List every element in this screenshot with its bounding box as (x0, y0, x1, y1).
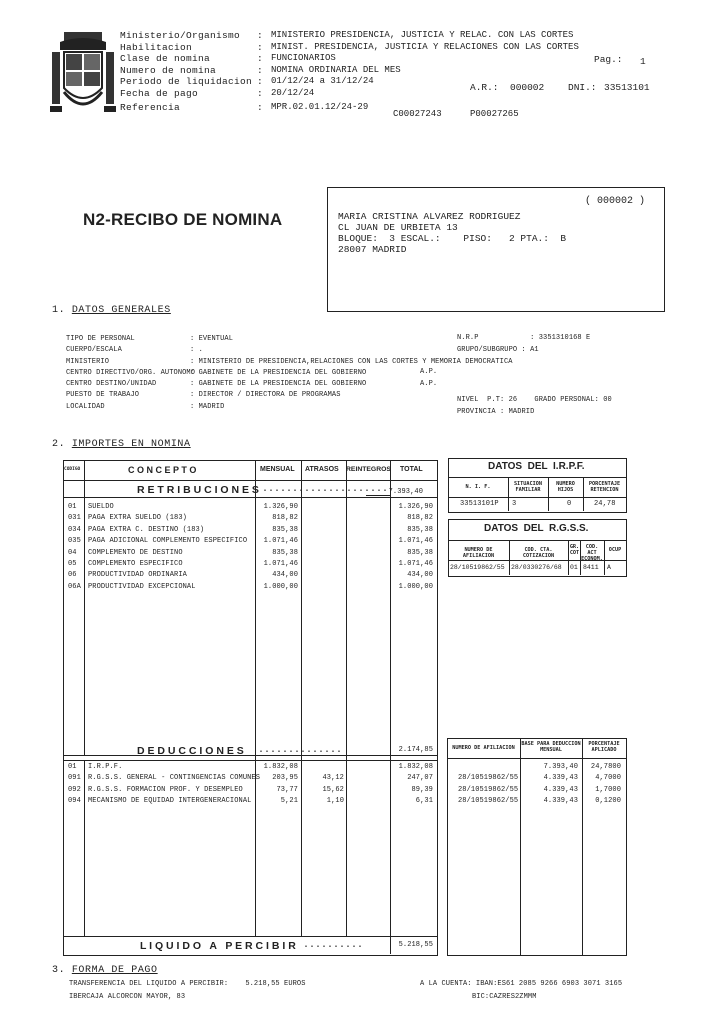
section-3-title: FORMA DE PAGO (71, 965, 158, 976)
retrib-code: 034 (68, 525, 81, 534)
deduc-conceptos (88, 762, 260, 808)
irpf-h-pct: PORCENTAJE RETENCION (588, 481, 621, 493)
header-label: Habilitacion (120, 41, 193, 53)
general-value: : MINISTERIO DE PRESIDENCIA,RELACIONES CON LAS CORTES Y MEMORIA DEMOCRATICA (190, 357, 513, 366)
deduc-code: 091 (68, 774, 81, 783)
detail-pct: 4,7000 (595, 774, 621, 783)
irpf-sit: 3 (512, 500, 517, 508)
detail-afil-col (458, 762, 518, 808)
retrib-concepto: COMPLEMENTO ESPECIFICO (88, 560, 183, 569)
liquido-title: L I Q U I D O A P E R C I B I R (140, 940, 296, 952)
deduc-code: 094 (68, 797, 81, 806)
reference-3: P00027265 (470, 109, 519, 119)
deduc-mensual-value: 203,95 (272, 774, 298, 783)
detail-afil: 28/10519862/55 (458, 797, 519, 806)
irpf-h-sit: SITUACION FAMILIAR (513, 481, 543, 493)
deduc-total-value: 247,07 (407, 774, 433, 783)
address-code: ( 000002 ) (585, 196, 646, 207)
header-label: Fecha de pago (120, 87, 199, 99)
general-label: PUESTO DE TRABAJO (66, 391, 140, 400)
rgss-h-ocup: OCUP (608, 547, 622, 553)
retrib-code: 06 (68, 571, 77, 580)
detail-base: 7.393,40 (543, 763, 578, 771)
retrib-conceptos (88, 502, 247, 593)
rgss-gr: 01 (570, 564, 578, 571)
retribuciones-total: 7.393,40 (388, 488, 423, 496)
retrib-mensual-value: 1.071,46 (263, 560, 298, 569)
header-value: FUNCIONARIOS (271, 53, 336, 64)
section-2-number: 2. (52, 439, 66, 450)
col-atrasos: ATRASOS (305, 466, 339, 473)
col-mensual: MENSUAL (260, 466, 295, 473)
rgss-h-act: COD. ACT ECONOM. (581, 544, 603, 562)
deduc-mensual-value: 5,21 (280, 797, 298, 806)
section-1-heading (52, 305, 171, 316)
irpf-h-nif: N. I. F. (465, 484, 491, 490)
payment-account: A LA CUENTA: IBAN:ES61 2085 9266 6903 3071 3165 (420, 980, 623, 988)
general-label: LOCALIDAD (66, 402, 105, 411)
retrib-code: 05 (68, 560, 77, 569)
retrib-code: 01 (68, 503, 77, 511)
irpf-nif: 33513101P (460, 500, 499, 508)
retrib-codes (68, 502, 81, 593)
deducciones-total: 2.174,85 (398, 746, 433, 754)
general-value: : EVENTUAL (190, 335, 234, 343)
retrib-mensual-value: 1.071,46 (263, 537, 298, 546)
col-codigo: CODIGO (64, 467, 81, 472)
header-value: 20/12/24 (271, 87, 315, 98)
deduc-atrasos-value: 15,62 (322, 785, 344, 794)
retrib-mensual (256, 502, 298, 593)
detail-afil: 28/10519862/55 (458, 774, 519, 783)
header-labels (120, 30, 252, 113)
detail-afil: 28/10519862/55 (458, 785, 519, 794)
rgss-act: 8411 (583, 564, 599, 571)
document-title: N2-RECIBO DE NOMINA (83, 210, 283, 229)
deduc-atrasos-value: 43,12 (322, 774, 344, 783)
general-value: : GABINETE DE LA PRESIDENCIA DEL GOBIERNO (190, 380, 367, 389)
deduc-mensual (256, 762, 298, 808)
deduc-total-value: 89,39 (411, 785, 433, 794)
detail-base: 4.339,43 (543, 774, 578, 783)
ap-2: A.P. (420, 380, 438, 388)
detail-pct-col (583, 762, 621, 808)
address-line: 28007 MADRID (338, 244, 407, 255)
ar-value: 000002 (510, 82, 545, 93)
general-label: TIPO DE PERSONAL (66, 335, 135, 343)
detail-pct: 24,7800 (590, 763, 621, 771)
detail-h-base: BASE PARA DEDUCCION MENSUAL (521, 741, 581, 753)
header-label: Ministerio/Organismo (120, 30, 241, 41)
retrib-concepto: PRODUCTIVIDAD EXCEPCIONAL (88, 582, 196, 591)
header-colons: : : : : : : : (257, 30, 264, 113)
rgss-h-afil: NUMERO DE AFILIACION (462, 547, 495, 559)
dni-value: 33513101 (604, 82, 650, 93)
general-value: : . (190, 346, 203, 355)
deduc-total-value: 1.832,08 (398, 763, 433, 771)
retrib-mensual-value: 835,38 (272, 525, 298, 534)
ap-1: A.P. (420, 368, 438, 376)
deduc-total-value: 6,31 (415, 797, 433, 806)
retrib-mensual-value: 1.326,90 (263, 503, 298, 511)
deduc-concepto: R.G.S.S. GENERAL - CONTINGENCIAS COMUNES (88, 774, 261, 783)
col-concepto: C O N C E P T O (128, 465, 197, 475)
retrib-concepto: SUELDO (88, 503, 114, 511)
detail-h-pct: PORCENTAJE APLICADO (588, 741, 620, 753)
deducciones-title: D E D U C C I O N E S (137, 745, 244, 757)
section-2-title: IMPORTES EN NOMINA (71, 439, 191, 450)
irpf-pct: 24,78 (594, 500, 616, 508)
deducciones-dots: .............. (258, 745, 343, 756)
general-label: CENTRO DESTINO/UNIDAD (66, 380, 157, 389)
rgss-h-gr: GR. COT (569, 544, 580, 556)
retrib-total-value: 1.071,46 (398, 537, 433, 546)
irpf-h-hijos: NUMERO HIJOS (556, 481, 575, 493)
col-reintegros: REINTEGROS (346, 466, 391, 473)
retrib-mensual-value: 835,38 (272, 548, 298, 557)
general-label: CUERPO/ESCALA (66, 346, 122, 355)
deduc-mensual-value: 73,77 (276, 785, 298, 794)
deduc-concepto: R.G.S.S. FORMACION PROF. Y DESEMPLEO (88, 785, 243, 794)
detail-base: 4.339,43 (543, 797, 578, 806)
header-values (271, 30, 579, 113)
retrib-code: 031 (68, 514, 81, 523)
liquido-total: 5.218,55 (398, 941, 433, 949)
deduc-concepto: MECANISMO DE EQUIDAD INTERGENERACIONAL (88, 797, 252, 806)
rgss-ocup: A (607, 564, 611, 571)
payment-line-1: TRANSFERENCIA DEL LIQUIDO A PERCIBIR: 5.218,55 EUROS (69, 980, 306, 988)
detail-base-col (521, 762, 578, 808)
deduc-mensual-value: 1.832,08 (263, 763, 298, 771)
retribuciones-dots: ..................... (262, 484, 389, 495)
detail-pct: 0,1200 (595, 797, 621, 806)
deduc-code: 092 (68, 785, 81, 794)
header-value: NOMINA ORDINARIA DEL MES (271, 64, 401, 75)
ar-label: A.R.: (470, 82, 499, 93)
payment-line-2: IBERCAJA ALCORCON MAYOR, 83 (69, 993, 186, 1001)
general-label: MINISTERIO (66, 357, 110, 366)
retrib-concepto: PRODUCTIVIDAD ORDINARIA (88, 571, 187, 580)
detail-base: 4.339,43 (543, 785, 578, 794)
coat-of-arms-icon (50, 30, 116, 120)
general-value: : DIRECTOR / DIRECTORA DE PROGRAMAS (190, 391, 341, 400)
general-labels (66, 334, 195, 413)
retrib-total-value: 434,00 (407, 571, 433, 580)
retrib-code: 04 (68, 548, 77, 557)
rgss-h-cta: COD. CTA. COTIZACION (522, 547, 555, 559)
general-label: CENTRO DIRECTIVO/ORG. AUTONOMO (66, 368, 196, 377)
rgss-cta: 28/0330276/68 (511, 564, 562, 571)
header-value: 01/12/24 a 31/12/24 (271, 76, 374, 87)
address-lines (338, 211, 566, 255)
liquido-dots: .......... (303, 940, 364, 951)
header-label: Periodo de liquidacion (120, 76, 253, 88)
retrib-total-value: 818,82 (407, 514, 433, 523)
detail-afil (458, 762, 518, 773)
address-line: CL JUAN DE URBIETA 13 (338, 222, 458, 233)
section-2-heading (52, 439, 191, 450)
deduc-code: 01 (68, 763, 77, 771)
general-value: : MADRID (190, 402, 225, 411)
retrib-mensual-value: 818,82 (272, 514, 298, 523)
deduc-concepto: I.R.P.F. (88, 763, 123, 771)
payment-bic: BIC:CAZRES2ZMMM (472, 993, 537, 1001)
retrib-total-value: 835,38 (407, 548, 433, 557)
irpf-title: DATOS DEL I.R.P.F. (488, 461, 585, 472)
section-3-number: 3. (52, 965, 66, 976)
retrib-mensual-value: 1.000,00 (263, 582, 298, 591)
rgss-title: DATOS DEL R.G.S.S. (484, 523, 589, 534)
retrib-total-value: 835,38 (407, 525, 433, 534)
retrib-total-value: 1.000,00 (398, 582, 433, 591)
deduc-codes (68, 762, 81, 808)
dni-label: DNI.: (568, 82, 597, 93)
retrib-total (390, 502, 433, 593)
detail-pct: 1,7000 (595, 785, 621, 794)
section-3-heading (52, 965, 158, 976)
address-line: MARIA CRISTINA ALVAREZ RODRIGUEZ (338, 211, 521, 222)
page-label: Pag.: (594, 54, 623, 65)
retrib-concepto: PAGA EXTRA C. DESTINO (183) (88, 525, 205, 534)
page-number: 1 (640, 56, 646, 67)
retrib-concepto: PAGA EXTRA SUELDO (183) (88, 514, 187, 523)
reference-2: C00027243 (393, 109, 442, 119)
retrib-total-value: 1.326,90 (398, 503, 433, 511)
nivel: NIVEL P.T: 26 GRADO PERSONAL: 00 (457, 396, 612, 404)
deduc-atrasos (302, 762, 344, 808)
retribuciones-title: R E T R I B U C I O N E S (137, 484, 259, 496)
deduc-atrasos-value: 1,10 (326, 797, 344, 806)
header-label: Referencia (120, 101, 181, 113)
provincia: PROVINCIA : MADRID (457, 408, 535, 416)
detail-h-afil: NUMERO DE AFILIACION (452, 745, 515, 751)
retrib-mensual-value: 434,00 (272, 571, 298, 580)
header-value: MPR.02.01.12/24-29 (271, 101, 369, 112)
header-value: MINISTERIO PRESIDENCIA, JUSTICIA Y RELAC. CON LAS CORTES (271, 30, 574, 40)
grupo: GRUPO/SUBGRUPO : A1 (457, 346, 539, 354)
deduc-atrasos-value (302, 762, 344, 773)
retrib-concepto: PAGA ADICIONAL COMPLEMENTO ESPECIFICO (88, 537, 248, 546)
retrib-total-value: 1.071,46 (398, 560, 433, 569)
nrp: N.R.P : 3351310168 E (457, 334, 591, 342)
retrib-code: 06A (68, 582, 81, 591)
deduc-total (390, 762, 433, 808)
header-label: Numero de nomina (120, 64, 217, 76)
irpf-hijos: 0 (567, 500, 572, 508)
rgss-afil: 28/10519862/55 (450, 564, 505, 571)
general-value: : GABINETE DE LA PRESIDENCIA DEL GOBIERNO (190, 368, 367, 377)
col-total: TOTAL (400, 466, 423, 473)
retrib-code: 035 (68, 537, 81, 546)
retrib-concepto: COMPLEMENTO DE DESTINO (88, 548, 183, 557)
header-value: MINIST. PRESIDENCIA, JUSTICIA Y RELACIONES CON LAS CORTES (271, 41, 579, 52)
header-label: Clase de nomina (120, 53, 211, 65)
section-1-number: 1. (52, 305, 66, 316)
address-line: BLOQUE: 3 ESCAL.: PISO: 2 PTA.: B (338, 233, 567, 244)
section-1-title: DATOS GENERALES (71, 305, 171, 316)
